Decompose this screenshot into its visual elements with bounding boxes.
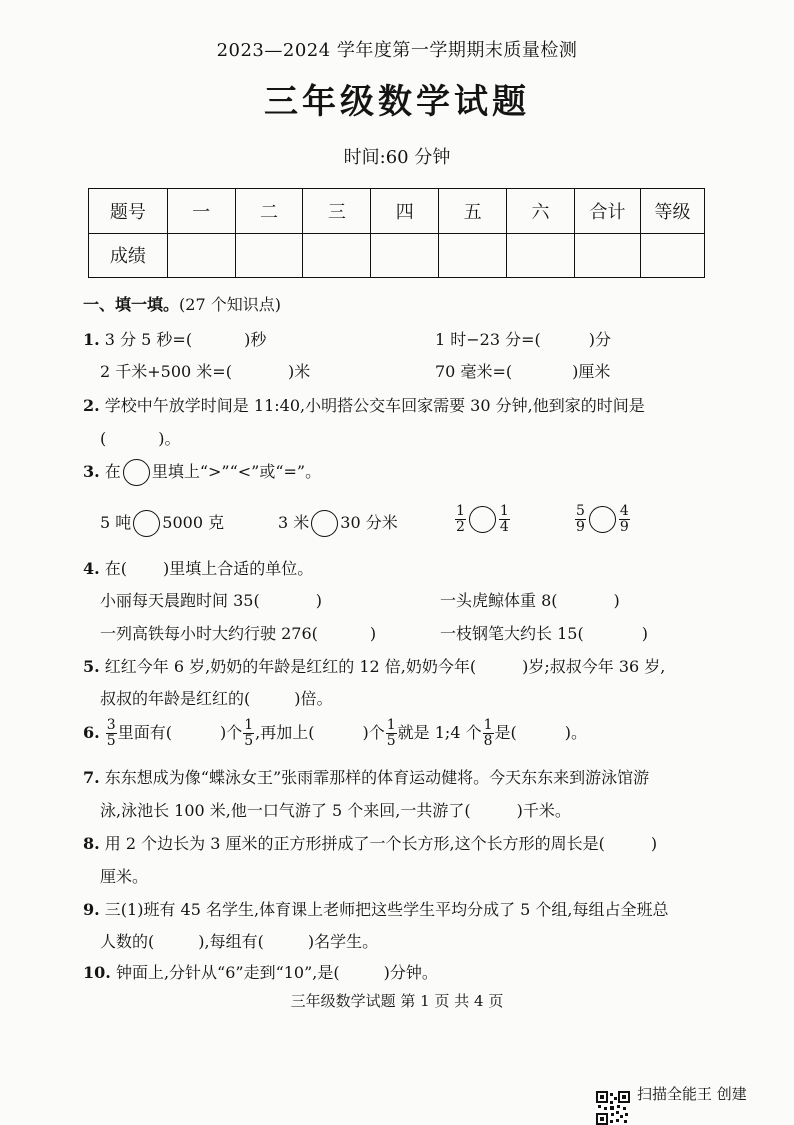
compare-circle[interactable] <box>589 506 616 533</box>
question-text: )分钟。 <box>383 963 438 982</box>
numerator: 1 <box>499 503 509 519</box>
question-4-item-b <box>440 588 620 611</box>
score-header-cell: 合计 <box>575 189 641 234</box>
question-text: 2 千米+500 米=( <box>100 362 232 381</box>
score-header-cell: 等级 <box>640 189 704 234</box>
section-heading <box>83 292 281 315</box>
question-text: 红红今年 6 岁,奶奶的年龄是红红的 12 倍,奶奶今年( <box>104 657 477 676</box>
question-text: 东东想成为像“蝶泳女王”张雨霏那样的体育运动健将。今天东东来到游泳馆游 <box>104 768 650 787</box>
question-9-line-1 <box>83 897 669 920</box>
question-8-line-2 <box>100 864 148 887</box>
question-number: 10. <box>83 963 111 982</box>
section-title: 一、填一填。 <box>83 295 180 314</box>
score-cell[interactable] <box>439 233 507 278</box>
question-text: 30 分米 <box>340 513 398 532</box>
question-8-line-1 <box>83 831 657 854</box>
fraction <box>455 504 466 535</box>
question-text: 在( <box>104 559 128 578</box>
question-text: 是( <box>494 723 517 742</box>
numerator: 5 <box>576 503 585 519</box>
numerator: 1 <box>456 503 465 519</box>
question-3-item-4 <box>574 504 631 535</box>
score-cell[interactable] <box>640 233 704 278</box>
question-text: )。 <box>158 429 181 448</box>
qr-code-icon <box>596 1091 630 1125</box>
question-text: 3 分 5 秒=( <box>104 330 193 349</box>
score-table-header-row <box>89 189 705 234</box>
question-text: 小丽每天晨跑时间 35( <box>100 591 260 610</box>
question-1-line-1 <box>83 327 266 350</box>
denominator: 5 <box>244 733 254 749</box>
question-number: 9. <box>83 900 100 919</box>
question-text: )。 <box>564 723 588 742</box>
question-text: )米 <box>287 362 311 381</box>
question-text: )千米。 <box>516 801 571 820</box>
question-4-item-a <box>100 588 322 611</box>
question-number: 2. <box>83 396 100 415</box>
question-2-line-2 <box>100 426 181 449</box>
section-note: (27 个知识点) <box>179 295 281 314</box>
score-header-cell: 三 <box>303 189 371 234</box>
exam-term-heading: 2023—2024 学年度第一学期期末质量检测 <box>216 40 578 61</box>
question-7-line-2 <box>100 798 571 821</box>
question-number: 4. <box>83 559 100 578</box>
question-text: 厘米。 <box>100 867 149 886</box>
question-text: 泳,泳池长 100 米,他一口气游了 5 个来回,一共游了( <box>100 801 471 820</box>
question-text: 一枝钢笔大约长 15( <box>440 624 584 643</box>
question-text: 3 米 <box>278 513 310 532</box>
numerator: 1 <box>483 717 493 733</box>
fraction <box>106 718 117 749</box>
question-text: 用 2 个边长为 3 厘米的正方形拼成了一个长方形,这个长方形的周长是( <box>104 834 605 853</box>
question-text: 70 毫米=( <box>435 362 513 381</box>
question-text: ) <box>641 624 648 643</box>
question-1-line-2b <box>435 359 610 382</box>
score-cell[interactable] <box>235 233 303 278</box>
score-table <box>88 188 705 278</box>
question-text: 就是 1;4 个 <box>397 723 482 742</box>
question-text: 人数的( <box>100 932 155 951</box>
question-10 <box>83 960 438 983</box>
denominator: 9 <box>619 519 629 535</box>
fraction <box>499 504 510 535</box>
scanner-watermark: 扫描全能王 创建 <box>637 1085 747 1103</box>
question-text: ,再加上( <box>255 723 315 742</box>
question-1-line-1b <box>435 327 611 350</box>
question-3-item-2 <box>278 510 398 537</box>
question-number: 8. <box>83 834 100 853</box>
question-text: 叔叔的年龄是红红的( <box>100 689 251 708</box>
numerator: 3 <box>106 717 116 733</box>
numerator: 1 <box>386 717 396 733</box>
question-text: 学校中午放学时间是 11:40,小明搭公交车回家需要 30 分钟,他到家的时间是 <box>104 396 645 415</box>
score-header-cell: 五 <box>439 189 507 234</box>
question-text: ( <box>100 429 107 448</box>
question-text: ) <box>650 834 658 853</box>
question-number: 5. <box>83 657 100 676</box>
question-text: 里填上“>”“<”或“=”。 <box>151 462 322 481</box>
question-4-title <box>83 556 313 579</box>
denominator: 5 <box>106 733 116 749</box>
question-4-item-c <box>100 621 376 644</box>
question-5-line-1 <box>83 654 665 677</box>
score-header-cell: 题号 <box>89 189 168 234</box>
question-text: 1 时−23 分=( <box>435 330 541 349</box>
question-7-line-1 <box>83 765 649 788</box>
denominator: 5 <box>386 733 396 749</box>
page-footer: 三年级数学试题 第 1 页 共 4 页 <box>290 992 504 1010</box>
question-4-item-d <box>440 621 648 644</box>
question-text: ) <box>613 591 620 610</box>
question-text: 5 吨 <box>100 513 132 532</box>
compare-circle <box>123 459 150 486</box>
score-header-cell: 四 <box>371 189 439 234</box>
question-text: )秒 <box>244 330 267 349</box>
question-text: )里填上合适的单位。 <box>163 559 314 578</box>
question-6 <box>83 718 587 749</box>
question-number: 6. <box>83 723 100 742</box>
question-text: 三(1)班有 45 名学生,体育课上老师把这些学生平均分成了 5 个组,每组占全班总 <box>104 900 669 919</box>
question-3-item-3 <box>454 504 511 535</box>
question-text: ),每组有( <box>198 932 264 951</box>
score-table-score-row <box>89 233 705 278</box>
question-text: 5000 克 <box>162 513 225 532</box>
score-header-cell: 二 <box>235 189 303 234</box>
question-text: )厘米 <box>572 362 611 381</box>
question-2-line-1 <box>83 393 645 416</box>
question-text: )名学生。 <box>307 932 379 951</box>
compare-circle[interactable] <box>311 510 338 537</box>
question-5-line-2 <box>100 686 333 709</box>
question-text: ) <box>369 624 377 643</box>
compare-circle[interactable] <box>469 506 496 533</box>
question-text: )岁;叔叔今年 36 岁, <box>522 657 666 676</box>
question-number: 7. <box>83 768 100 787</box>
fraction <box>386 718 397 749</box>
score-cell[interactable] <box>575 233 641 278</box>
question-9-line-2 <box>100 929 378 952</box>
denominator: 4 <box>499 519 509 535</box>
numerator: 1 <box>244 717 254 733</box>
exam-title: 三年级数学试题 <box>264 82 530 122</box>
question-3-title <box>83 459 321 486</box>
score-header-cell: 一 <box>167 189 235 234</box>
question-number: 1. <box>83 330 100 349</box>
question-number: 3. <box>83 462 100 481</box>
question-text: 在 <box>104 462 121 481</box>
denominator: 8 <box>483 733 493 749</box>
question-text: )倍。 <box>294 689 333 708</box>
question-1-line-2 <box>100 359 310 382</box>
question-text: 一列高铁每小时大约行驶 276( <box>100 624 318 643</box>
question-text: )分 <box>588 330 612 349</box>
question-3-item-1 <box>100 510 224 537</box>
score-cell[interactable] <box>371 233 439 278</box>
fraction <box>243 718 254 749</box>
exam-time: 时间:60 分钟 <box>343 147 451 168</box>
score-row-label: 成绩 <box>89 233 168 278</box>
fraction <box>483 718 494 749</box>
numerator: 4 <box>619 503 629 519</box>
score-cell[interactable] <box>303 233 371 278</box>
question-text: )个 <box>362 723 385 742</box>
score-cell[interactable] <box>507 233 575 278</box>
denominator: 9 <box>576 519 585 535</box>
question-text: 里面有( <box>117 723 172 742</box>
question-text: )个 <box>219 723 243 742</box>
fraction <box>619 504 630 535</box>
score-cell[interactable] <box>167 233 235 278</box>
question-text: 一头虎鲸体重 8( <box>440 591 558 610</box>
score-header-cell: 六 <box>507 189 575 234</box>
fraction <box>575 504 586 535</box>
compare-circle[interactable] <box>133 510 160 537</box>
question-text: ) <box>315 591 322 610</box>
denominator: 2 <box>456 519 465 535</box>
question-text: 钟面上,分针从“6”走到“10”,是( <box>115 963 340 982</box>
